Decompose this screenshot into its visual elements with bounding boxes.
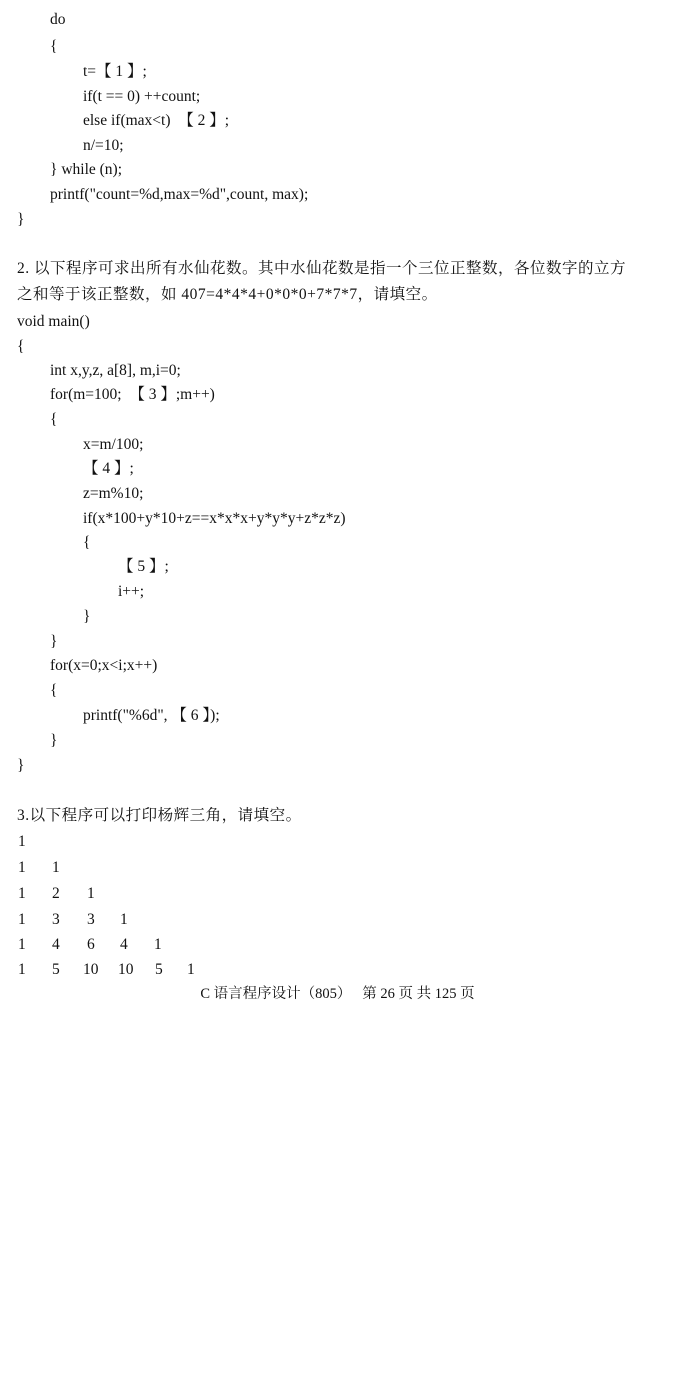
code-line: } (50, 732, 58, 749)
triangle-cell: 4 (52, 936, 60, 953)
triangle-cell: 1 (18, 885, 26, 902)
code-line: { (50, 411, 58, 428)
code-line: else if(max<t) 【 2 】; (83, 112, 230, 129)
triangle-cell: 1 (120, 911, 128, 928)
code-line: for(x=0;x<i;x++) (50, 657, 158, 674)
triangle-cell: 10 (83, 961, 99, 978)
triangle-cell: 1 (52, 859, 60, 876)
code-line: { (83, 534, 91, 551)
code-line: printf("%6d", 【 6 】); (83, 707, 220, 724)
code-line: do (50, 11, 66, 28)
code-line: if(t == 0) ++count; (83, 88, 201, 105)
question-3-text: 3.以下程序可以打印杨辉三角，请填空。 (17, 807, 302, 824)
code-line: } (83, 608, 91, 625)
code-line: 【 5 】; (118, 558, 169, 575)
code-line: 【 4 】; (83, 460, 134, 477)
triangle-cell: 1 (87, 885, 95, 902)
question-2-text-line1: 2. 以下程序可求出所有水仙花数。其中水仙花数是指一个三位正整数，各位数字的立方 (17, 260, 627, 277)
code-line: z=m%10; (83, 485, 144, 502)
triangle-cell: 1 (154, 936, 162, 953)
code-line: for(m=100; 【 3 】;m++) (50, 386, 215, 403)
code-line: if(x*100+y*10+z==x*x*x+y*y*y+z*z*z) (83, 510, 346, 527)
page-footer: C 语言程序设计（805） 第 26 页 共 125 页 (200, 986, 475, 1002)
code-line: { (50, 38, 58, 55)
triangle-cell: 3 (87, 911, 95, 928)
triangle-cell: 1 (18, 859, 26, 876)
triangle-cell: 1 (18, 961, 26, 978)
triangle-cell: 1 (18, 911, 26, 928)
code-line: { (50, 682, 58, 699)
pascal-triangle (0, 832, 675, 982)
triangle-cell: 4 (120, 936, 128, 953)
code-line: } while (n); (50, 161, 123, 178)
code-line: x=m/100; (83, 436, 144, 453)
code-line: int x,y,z, a[8], m,i=0; (50, 362, 181, 379)
triangle-cell: 1 (187, 961, 195, 978)
triangle-cell: 3 (52, 911, 60, 928)
triangle-cell: 2 (52, 885, 60, 902)
triangle-cell: 1 (18, 833, 26, 850)
code-line: void main() (17, 313, 90, 330)
code-line: printf("count=%d,max=%d",count, max); (50, 186, 309, 203)
code-line: } (50, 633, 58, 650)
code-line: i++; (118, 583, 145, 600)
triangle-cell: 1 (18, 936, 26, 953)
code-line: { (17, 338, 25, 355)
triangle-cell: 5 (52, 961, 60, 978)
code-line: } (17, 757, 25, 774)
triangle-cell: 5 (155, 961, 163, 978)
question-2-text-line2: 之和等于该正整数，如 407=4*4*4+0*0*0+7*7*7，请填空。 (17, 286, 438, 303)
triangle-cell: 10 (118, 961, 134, 978)
code-line: t=【 1 】; (83, 63, 147, 80)
code-line: } (17, 211, 25, 228)
triangle-cell: 6 (87, 936, 95, 953)
code-line: n/=10; (83, 137, 124, 154)
